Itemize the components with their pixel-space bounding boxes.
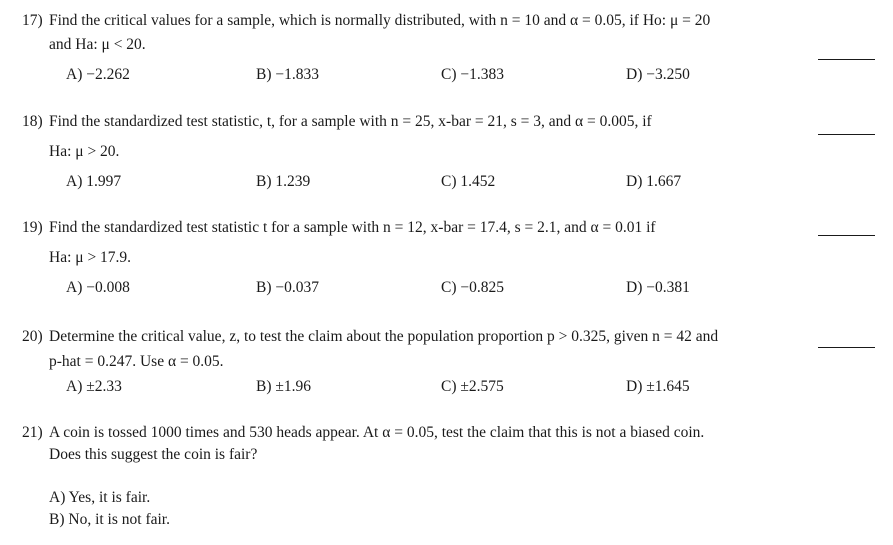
question-number: 21) [22,424,43,441]
choice-c[interactable]: C) ±2.575 [441,378,504,395]
question-number: 19) [22,219,43,236]
choice-a[interactable]: A) 1.997 [66,173,122,190]
answer-blank[interactable] [818,235,875,236]
answer-blank[interactable] [818,59,875,60]
question-text-line-2: p-hat = 0.247. Use α = 0.05. [49,353,224,370]
question-text-line-2: Ha: μ > 20. [49,143,120,160]
choice-b[interactable]: B) 1.239 [256,173,311,190]
question-text-line-1: Determine the critical value, z, to test the claim about the population proportion p > 0.325, given n = 42 and [49,328,719,345]
choice-a[interactable]: A) ±2.33 [66,378,122,395]
choice-b[interactable]: B) −0.037 [256,279,319,296]
choice-d[interactable]: D) −3.250 [626,66,690,83]
choice-b[interactable]: B) ±1.96 [256,378,312,395]
question-text-line-2: Ha: μ > 17.9. [49,249,132,266]
choice-b[interactable]: B) −1.833 [256,66,319,83]
question-text-line-1: Find the standardized test statistic t for a sample with n = 12, x-bar = 17.4, s = 2.1, and α = 0.01 if [49,219,656,236]
choice-d[interactable]: D) 1.667 [626,173,682,190]
choice-d[interactable]: D) −0.381 [626,279,690,296]
choice-c[interactable]: C) −1.383 [441,66,504,83]
question-text-line-1: Find the critical values for a sample, which is normally distributed, with n = 10 and α = 0.05, if Ho: μ = 20 [49,12,711,29]
choice-c[interactable]: C) 1.452 [441,173,496,190]
question-text-line-2: and Ha: μ < 20. [49,36,146,53]
question-number: 18) [22,113,43,130]
question-number: 20) [22,328,43,345]
choice-a[interactable]: A) −0.008 [66,279,130,296]
answer-blank[interactable] [818,134,875,135]
question-number: 17) [22,12,43,29]
answer-blank[interactable] [818,347,875,348]
choice-b[interactable]: B) No, it is not fair. [49,511,170,528]
choice-c[interactable]: C) −0.825 [441,279,504,296]
question-text-line-2: Does this suggest the coin is fair? [49,446,258,463]
choice-a[interactable]: A) −2.262 [66,66,130,83]
choice-a[interactable]: A) Yes, it is fair. [49,489,151,506]
choice-d[interactable]: D) ±1.645 [626,378,690,395]
question-text-line-1: A coin is tossed 1000 times and 530 heads appear. At α = 0.05, test the claim that this is not a biased coin. [49,424,705,441]
question-text-line-1: Find the standardized test statistic, t, for a sample with n = 25, x-bar = 21, s = 3, and α = 0.005, if [49,113,652,130]
